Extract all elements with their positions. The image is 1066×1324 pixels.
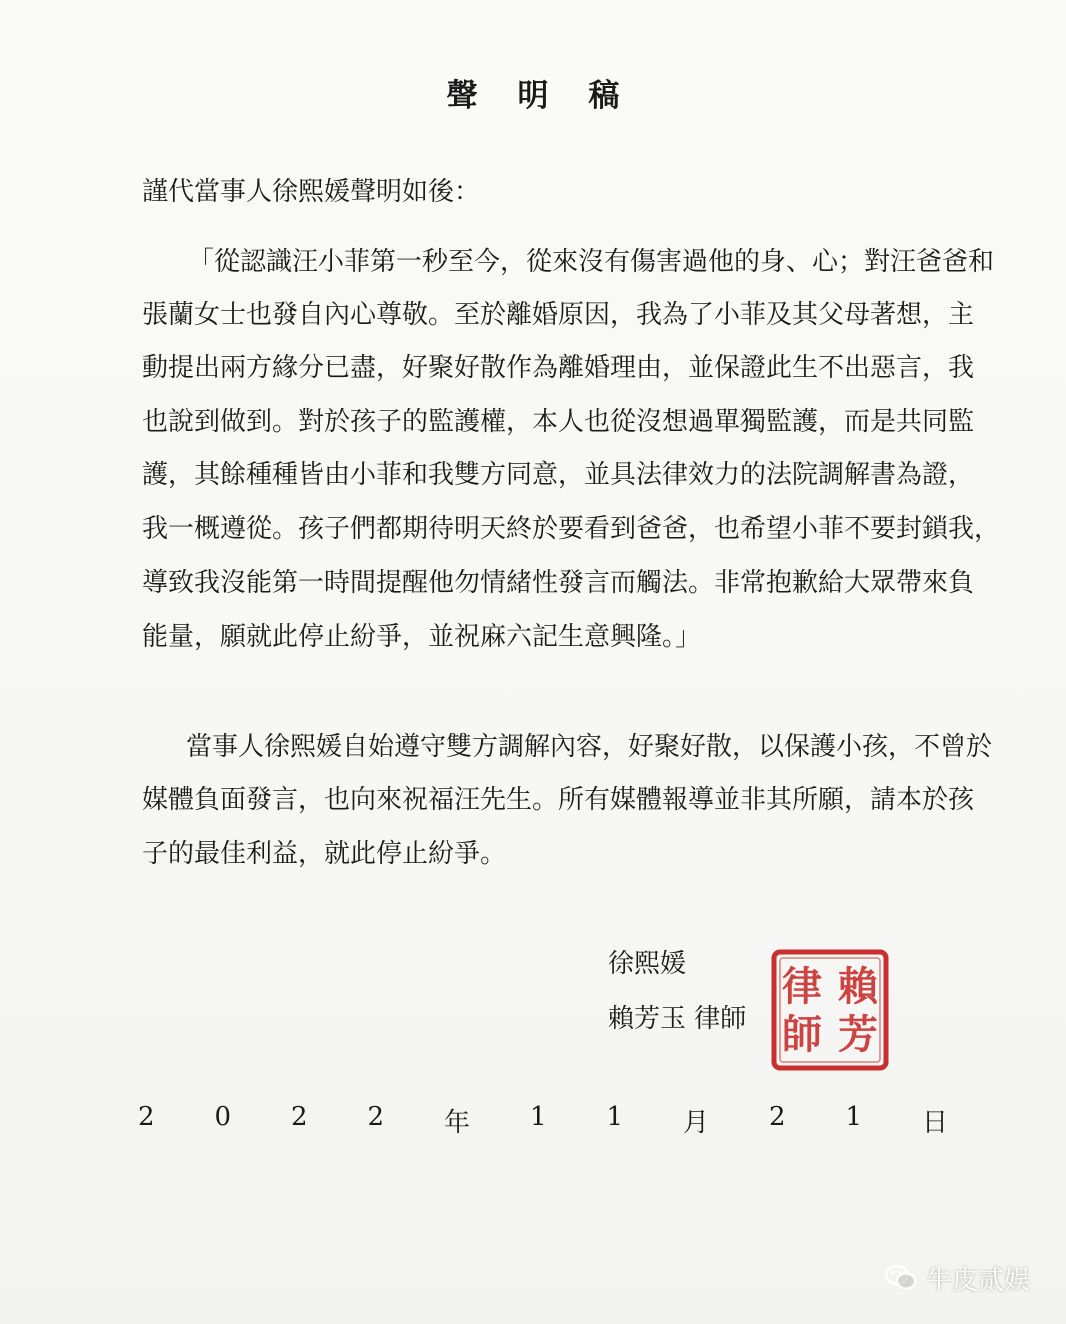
date-char: 日 xyxy=(921,1108,948,1138)
date-char: 1 xyxy=(606,1102,624,1132)
quote-line: 動提出兩方緣分已盡，好聚好散作為離婚理由，並保證此生不出惡言，我 xyxy=(142,353,975,383)
quote-line: 護，其餘種種皆由小菲和我雙方同意，並具法律效力的法院調解書為證， xyxy=(142,460,975,490)
date-char: 0 xyxy=(214,1102,232,1132)
statement-line: 媒體負面發言，也向來祝福汪先生。所有媒體報導並非其所願，請本於孩 xyxy=(142,785,975,815)
date-char: 2 xyxy=(138,1102,155,1132)
seal-char: 師 xyxy=(782,1011,822,1058)
quote-line: 「從認識汪小菲第一秒至今，從來沒有傷害過他的身、心；對汪爸爸和 xyxy=(188,247,995,277)
title-char: 聲 xyxy=(446,78,478,114)
date-char: 2 xyxy=(367,1102,385,1132)
date-char: 2 xyxy=(291,1102,308,1132)
lawyer-signature: 賴芳玉 律師 xyxy=(608,1004,747,1034)
watermark-text: 牛皮贰娱 xyxy=(925,1265,1030,1296)
date-char: 月 xyxy=(682,1108,709,1138)
intro-line: 謹代當事人徐熙媛聲明如後： xyxy=(142,177,481,207)
title-char: 明 xyxy=(517,78,549,114)
seal-char: 芳 xyxy=(838,1011,878,1058)
lawyer-seal xyxy=(770,948,890,1072)
statement-line: 子的最佳利益，就此停止紛爭。 xyxy=(142,839,507,869)
seal-char: 賴 xyxy=(838,963,878,1010)
document-title xyxy=(0,70,1066,115)
statement-line: 當事人徐熙媛自始遵守雙方調解內容，好聚好散，以保護小孩，不曾於 xyxy=(186,732,993,762)
title-char: 稿 xyxy=(588,78,620,114)
source-watermark xyxy=(884,1258,1030,1298)
date-char: 1 xyxy=(845,1102,862,1132)
quote-line: 我一概遵從。孩子們都期待明天終於要看到爸爸，也希望小菲不要封鎖我， xyxy=(142,514,1001,544)
document-date xyxy=(138,1102,948,1139)
wechat-icon xyxy=(884,1263,918,1293)
quote-line: 導致我沒能第一時間提醒他勿情緒性發言而觸法。非常抱歉給大眾帶來負 xyxy=(142,568,975,598)
quote-line: 張蘭女士也發自內心尊敬。至於離婚原因，我為了小菲及其父母著想，主 xyxy=(142,300,975,330)
date-char: 年 xyxy=(444,1108,471,1138)
date-char: 1 xyxy=(529,1102,547,1132)
seal-char: 律 xyxy=(782,963,822,1010)
quote-line: 能量，願就此停止紛爭，並祝麻六記生意興隆。」 xyxy=(142,622,702,652)
date-char: 2 xyxy=(768,1102,786,1132)
client-signature: 徐熙媛 xyxy=(608,949,687,979)
quote-line: 也說到做到。對於孩子的監護權，本人也從沒想過單獨監護，而是共同監 xyxy=(142,407,975,437)
